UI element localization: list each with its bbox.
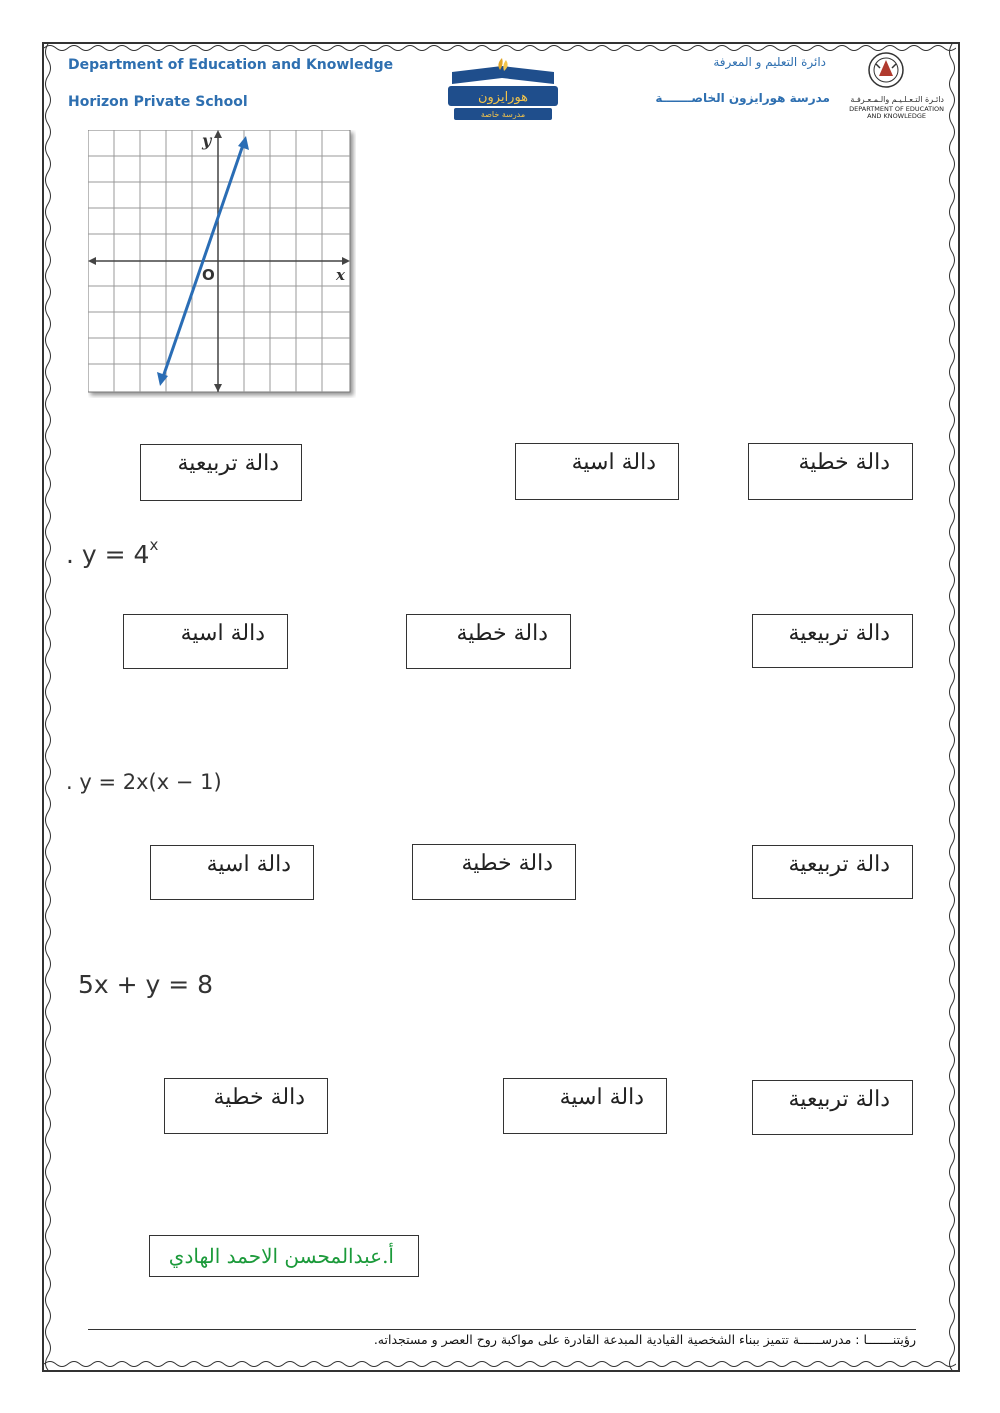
border-pattern-bottom xyxy=(44,1359,956,1369)
school-logo-text: هورايزون xyxy=(477,90,529,105)
border-pattern-top xyxy=(44,43,956,53)
q2-prefix: . xyxy=(66,540,74,569)
y-axis-label: y xyxy=(202,131,212,150)
department-name-en: Department of Education and Knowledge xyxy=(68,57,394,73)
border-pattern-right xyxy=(947,44,957,1370)
q3-option-linear[interactable]: دالة خطية xyxy=(412,844,576,900)
dek-logo-text-en-2: AND KNOWLEDGE xyxy=(867,112,926,120)
border-pattern-left xyxy=(43,44,53,1370)
q2-equation-exponent: x xyxy=(149,536,159,554)
q3-option-exponential[interactable]: دالة اسية xyxy=(150,845,314,900)
q4-option-quadratic[interactable]: دالة تربيعية xyxy=(752,1080,913,1135)
q1-option-linear[interactable]: دالة خطية xyxy=(748,443,913,500)
q4-equation: 5x + y = 8 xyxy=(78,970,214,999)
school-name-en: Horizon Private School xyxy=(68,94,248,110)
school-vision: رؤيتنـــــــا : مدرســــــة تتميز ببناء الشخصية القيادية المبدعة القادرة على مواكبة روح العصر و مستجداته. xyxy=(373,1332,916,1347)
footer-divider xyxy=(88,1329,916,1330)
q2-option-linear[interactable]: دالة خطية xyxy=(406,614,571,669)
school-name-ar: مدرسة هورايزون الخاصـــــــة xyxy=(655,91,830,105)
department-name-ar: دائرة التعليم و المعرفة xyxy=(713,55,826,69)
school-logo-subtext: مدرسة خاصة xyxy=(480,110,526,119)
q3-equation: . y = 2x(x − 1) xyxy=(66,770,222,794)
q1-option-quadratic[interactable]: دالة تربيعية xyxy=(140,444,302,501)
coordinate-graph xyxy=(88,130,356,398)
dek-emblem-icon xyxy=(866,50,906,94)
origin-label: O xyxy=(202,266,215,284)
q1-option-exponential[interactable]: دالة اسية xyxy=(515,443,679,500)
dek-logo-text-ar: دائـرة التـعـلـيـم والـمـعـرفـة xyxy=(850,95,944,104)
q4-option-linear[interactable]: دالة خطية xyxy=(164,1078,328,1134)
school-logo xyxy=(444,54,562,124)
q2-option-exponential[interactable]: دالة اسية xyxy=(123,614,288,669)
q2-option-quadratic[interactable]: دالة تربيعية xyxy=(752,614,913,668)
teacher-name: أ.عبدالمحسن الاحمد الهادي xyxy=(149,1235,419,1277)
x-axis-label: x xyxy=(336,266,345,284)
dek-logo-text-en-1: DEPARTMENT OF EDUCATION xyxy=(849,105,944,113)
q2-equation xyxy=(66,536,159,569)
q4-option-exponential[interactable]: دالة اسية xyxy=(503,1078,667,1134)
q2-equation-base: y = 4 xyxy=(81,540,150,569)
q3-option-quadratic[interactable]: دالة تربيعية xyxy=(752,845,913,899)
